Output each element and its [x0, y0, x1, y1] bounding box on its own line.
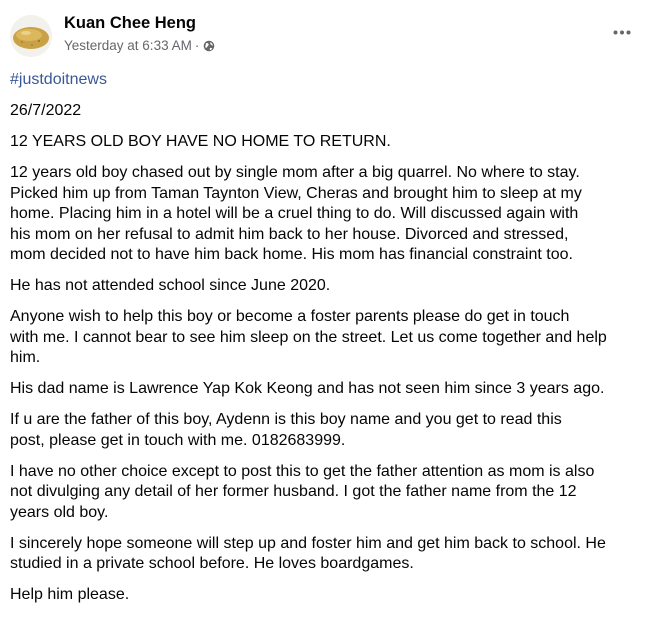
post-meta: [64, 38, 215, 53]
more-options-icon[interactable]: [610, 22, 634, 42]
post-timestamp[interactable]: Yesterday at 6:33 AM: [64, 38, 192, 53]
post-paragraph: If u are the father of this boy, Aydenn is this boy name and you get to read this post, please get in touch with me. 0182683999.: [10, 411, 562, 449]
hashtag-link[interactable]: #justdoitnews: [10, 71, 107, 88]
globe-icon[interactable]: [203, 40, 215, 52]
potato-avatar-image: [10, 15, 52, 57]
post-paragraph: Anyone wish to help this boy or become a foster parents please do get in touch with me. I cannot bear to see him sleep on the street. Let us come together and help him.: [10, 308, 607, 366]
post-paragraph: I sincerely hope someone will step up and foster him and get him back to school. He studied in a private school before. He loves boardgames.: [10, 534, 606, 572]
author-name[interactable]: Kuan Chee Heng: [64, 14, 197, 32]
profile-avatar[interactable]: [10, 15, 52, 57]
post-paragraph: His dad name is Lawrence Yap Kok Keong and has not seen him since 3 years ago.: [10, 380, 605, 397]
post-paragraph: He has not attended school since June 2020.: [10, 277, 331, 294]
post-title-line: 12 YEARS OLD BOY HAVE NO HOME TO RETURN.: [10, 133, 391, 150]
post-header: [0, 0, 652, 64]
post-date: 26/7/2022: [10, 102, 82, 119]
post-content: [10, 70, 642, 616]
meta-separator: ·: [194, 38, 200, 53]
post-paragraph: Help him please.: [10, 586, 130, 603]
post-paragraph: I have no other choice except to post this to get the father attention as mom is also not divulging any detail of her former husband. I got the father name from the 12 years old boy.: [10, 462, 595, 521]
post-paragraph: 12 years old boy chased out by single mom after a big quarrel. No where to stay. Picked him up from Taman Taynton View, Cheras and brought him to sleep at my home. Placing him in a hotel will be a cruel thing to do. Will discussed again with his mom on her refusal to admit him back to her house. Divorced and stressed, mom decided not to have him back home. His mom has financial constraint too.: [10, 164, 582, 263]
